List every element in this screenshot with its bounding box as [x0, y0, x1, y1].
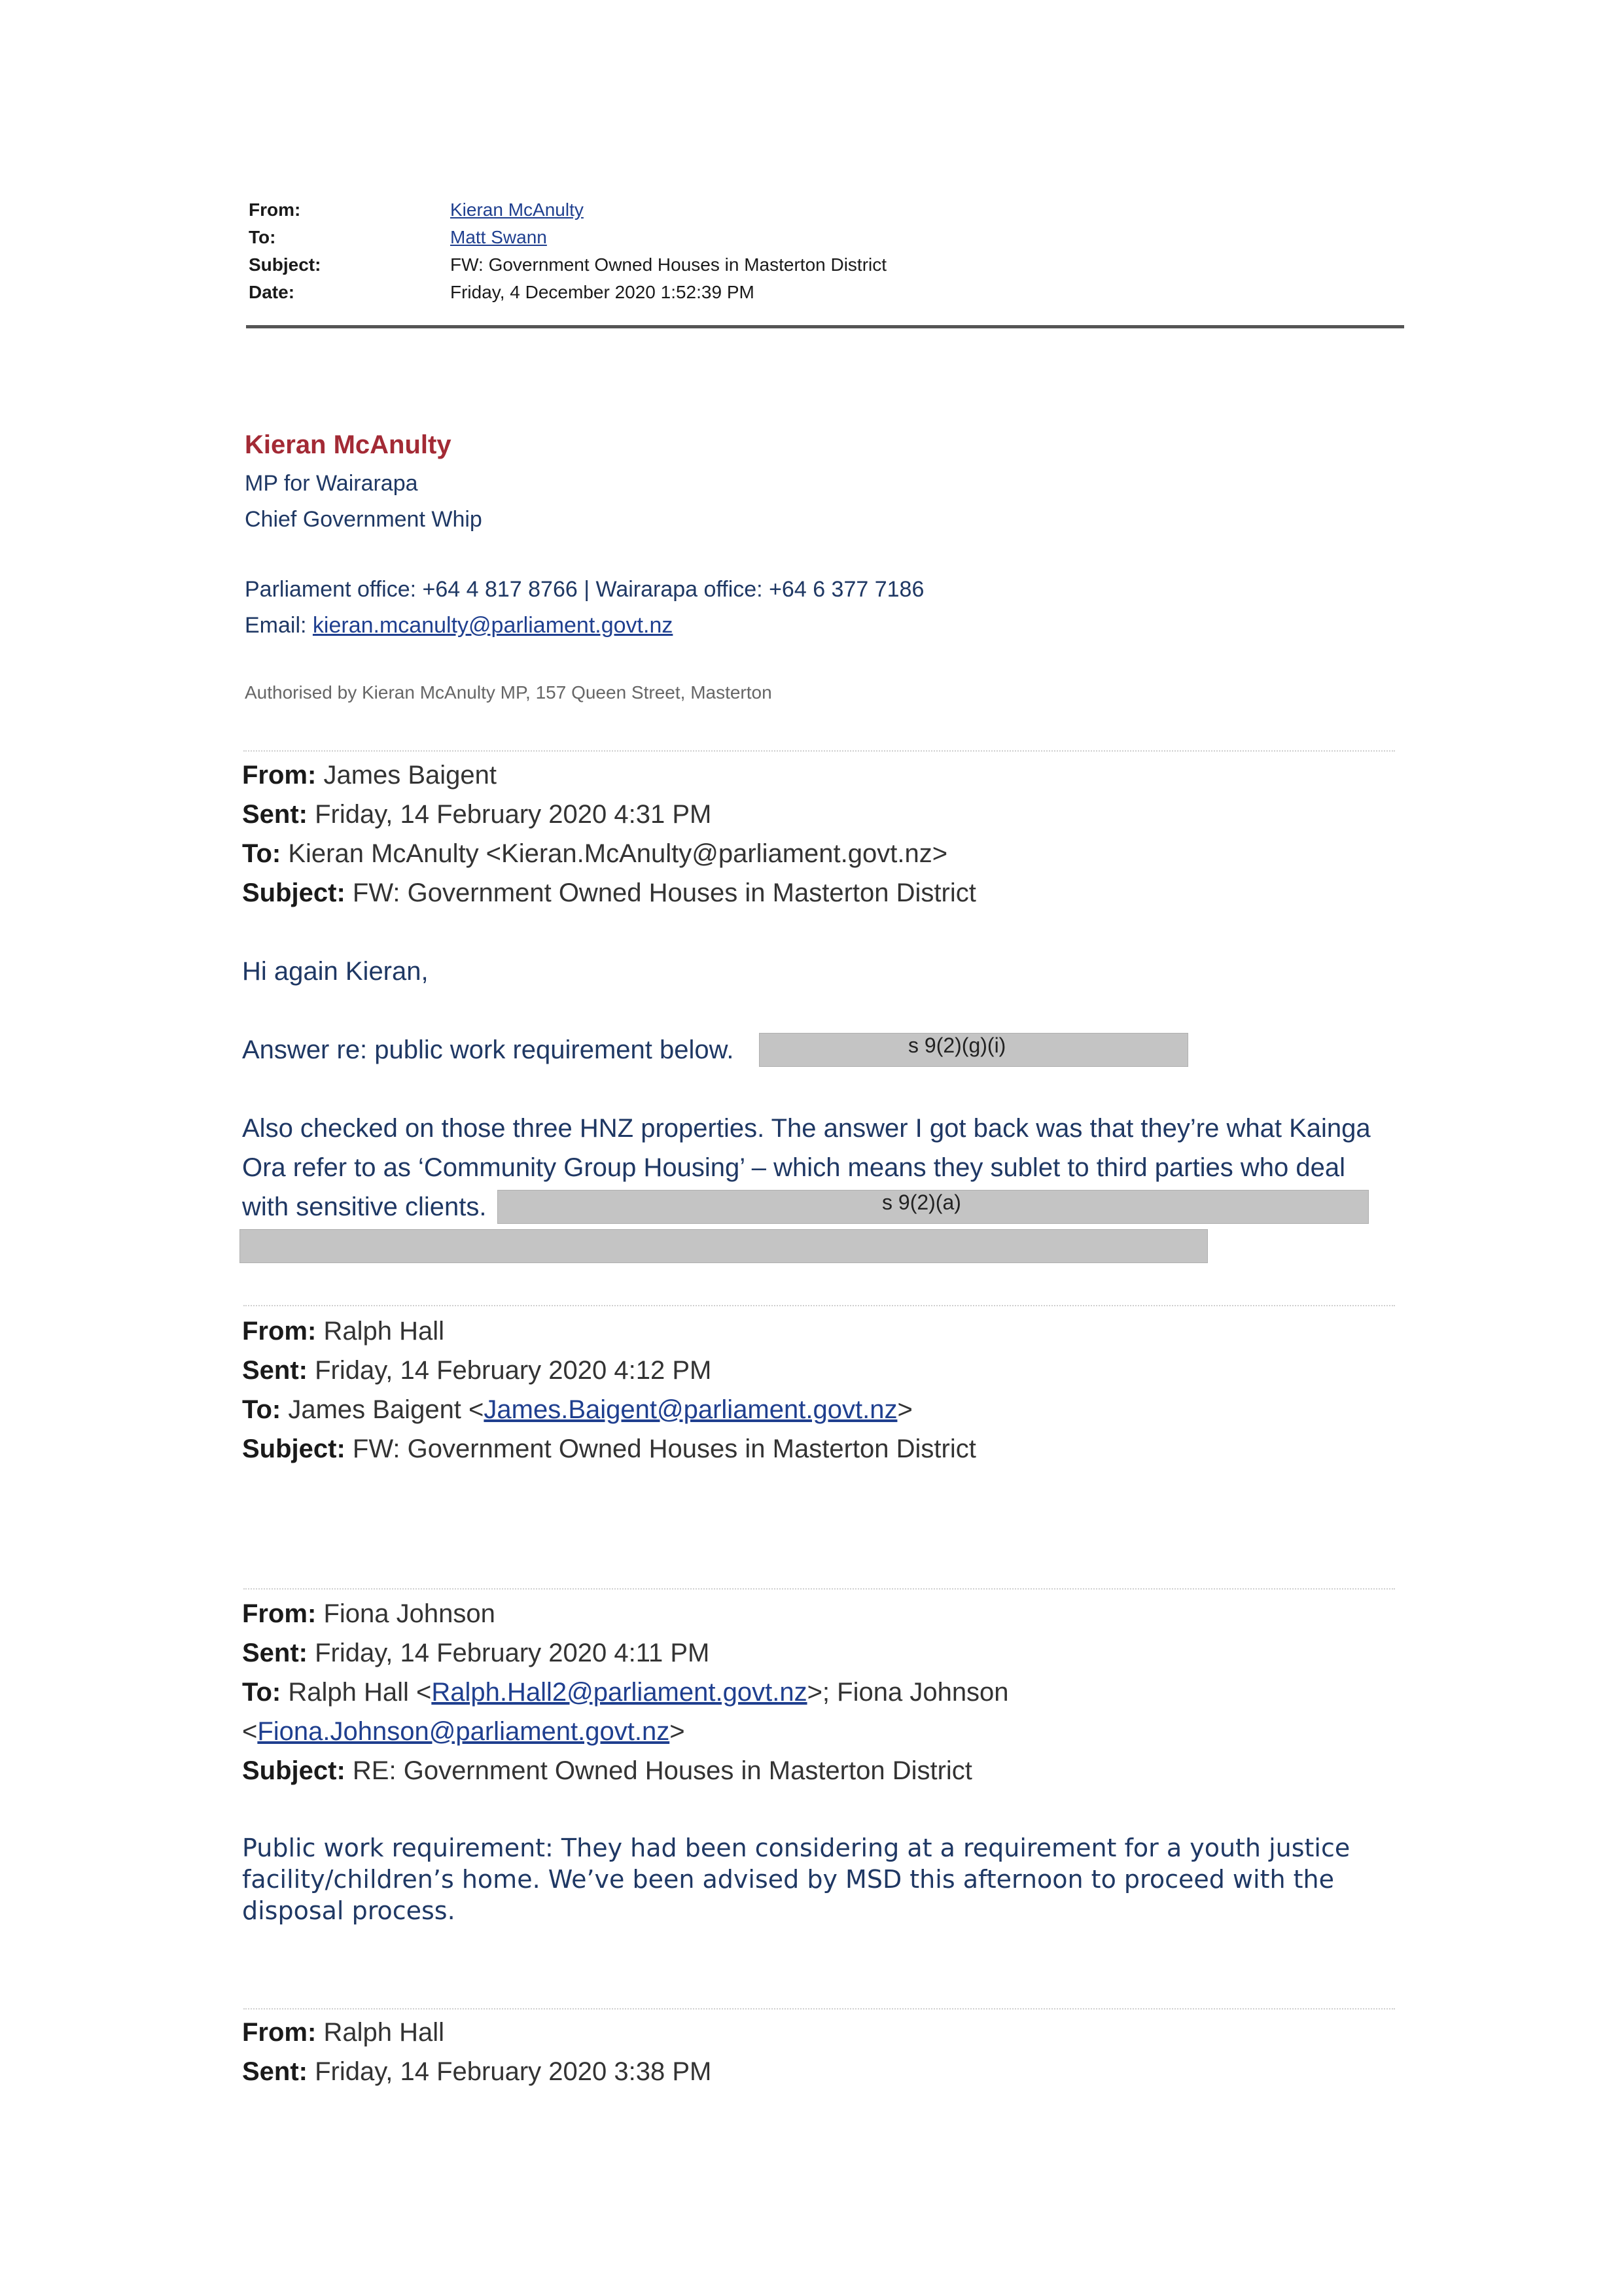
email1-para-line1: Also checked on those three HNZ properties. The answer I got back was that they’re what Kainga	[242, 1114, 1371, 1143]
email2-to-prefix: James Baigent <	[281, 1395, 484, 1424]
email3-sent-value: Friday, 14 February 2020 4:11 PM	[308, 1639, 710, 1667]
email3-to-label: To:	[242, 1678, 281, 1707]
email2-to-suffix: >	[897, 1395, 913, 1424]
email2-subject-label: Subject:	[242, 1435, 345, 1463]
signature-phones: Parliament office: +64 4 817 8766 | Wairarapa office: +64 6 377 7186	[245, 577, 925, 602]
signature-email-label: Email:	[245, 613, 313, 638]
separator-3	[243, 1588, 1395, 1590]
email4-from-value: Ralph Hall	[316, 2018, 444, 2047]
email1-answer: Answer re: public work requirement below.	[242, 1035, 734, 1064]
email3-subject-value: RE: Government Owned Houses in Masterton District	[345, 1756, 972, 1785]
email3-subject-label: Subject:	[242, 1756, 345, 1785]
email1-to	[242, 839, 947, 869]
email1-subject	[242, 878, 976, 908]
email2-sent-label: Sent:	[242, 1356, 308, 1385]
email3-to-line2	[242, 1717, 685, 1747]
email3-from-label: From:	[242, 1599, 317, 1628]
email3-sent-label: Sent:	[242, 1639, 308, 1667]
email1-greeting: Hi again Kieran,	[242, 957, 429, 986]
header-date-value: Friday, 4 December 2020 1:52:39 PM	[450, 282, 754, 302]
email3-to-email2-link[interactable]: Fiona.Johnson@parliament.govt.nz	[257, 1717, 670, 1746]
email2-from-value: Ralph Hall	[316, 1317, 444, 1346]
email3-to-line2-suffix: >	[669, 1717, 685, 1746]
redaction-box-3	[239, 1229, 1208, 1263]
separator-2	[243, 1305, 1395, 1306]
email3-body-line2: facility/children’s home. We’ve been advised by MSD this afternoon to proceed with the	[242, 1865, 1334, 1894]
email3-body-line1: Public work requirement: They had been considering at a requirement for a youth justice	[242, 1834, 1350, 1862]
signature-authorised: Authorised by Kieran McAnulty MP, 157 Queen Street, Masterton	[245, 682, 772, 703]
email3-to-line2-prefix: <	[242, 1717, 258, 1746]
header-subject-label: Subject:	[249, 254, 321, 275]
email4-sent-value: Friday, 14 February 2020 3:38 PM	[308, 2057, 712, 2086]
email4-sent	[242, 2057, 711, 2087]
email3-to-mid: >; Fiona Johnson	[807, 1678, 1009, 1707]
signature-name: Kieran McAnulty	[245, 430, 451, 459]
signature-role-1: MP for Wairarapa	[245, 471, 418, 496]
email1-subject-label: Subject:	[242, 878, 345, 907]
email4-from	[242, 2018, 444, 2047]
signature-email-link[interactable]: kieran.mcanulty@parliament.govt.nz	[312, 613, 673, 638]
email1-para-line3: with sensitive clients.	[242, 1192, 487, 1221]
email2-subject	[242, 1435, 976, 1464]
email1-from	[242, 761, 497, 790]
email2-sent	[242, 1356, 711, 1385]
email3-to	[242, 1678, 1009, 1707]
email2-subject-value: FW: Government Owned Houses in Masterton District	[345, 1435, 976, 1463]
separator-1	[243, 750, 1395, 752]
email1-sent-value: Friday, 14 February 2020 4:31 PM	[308, 800, 712, 829]
email2-from-label: From:	[242, 1317, 317, 1346]
signature-role-2: Chief Government Whip	[245, 507, 482, 532]
header-to-label: To:	[249, 227, 276, 247]
email1-sent-label: Sent:	[242, 800, 308, 829]
redaction-code-1: s 9(2)(g)(i)	[908, 1034, 1006, 1057]
email3-subject	[242, 1756, 972, 1786]
email4-from-label: From:	[242, 2018, 317, 2047]
header-subject-value: FW: Government Owned Houses in Masterton District	[450, 254, 887, 275]
email2-to-email-link[interactable]: James.Baigent@parliament.govt.nz	[484, 1395, 898, 1424]
email3-to-prefix: Ralph Hall <	[281, 1678, 432, 1707]
email3-to-email1-link[interactable]: Ralph.Hall2@parliament.govt.nz	[431, 1678, 807, 1707]
header-divider	[246, 325, 1404, 328]
header-date-label: Date:	[249, 282, 295, 302]
email2-from	[242, 1317, 444, 1346]
redaction-code-2: s 9(2)(a)	[882, 1191, 961, 1214]
email3-from	[242, 1599, 495, 1629]
email2-to-label: To:	[242, 1395, 281, 1424]
separator-4	[243, 2008, 1395, 2009]
email1-subject-value: FW: Government Owned Houses in Masterton District	[345, 878, 976, 907]
email1-sent	[242, 800, 711, 829]
email1-from-value: James Baigent	[316, 761, 497, 790]
header-to-link[interactable]: Matt Swann	[450, 227, 547, 247]
header-from-link[interactable]: Kieran McAnulty	[450, 200, 584, 220]
signature-email-row	[245, 613, 673, 638]
email3-from-value: Fiona Johnson	[316, 1599, 495, 1628]
header-from-label: From:	[249, 200, 301, 220]
email1-to-label: To:	[242, 839, 281, 868]
email4-sent-label: Sent:	[242, 2057, 308, 2086]
email3-body-line3: disposal process.	[242, 1896, 455, 1925]
email1-para-line2: Ora refer to as ‘Community Group Housing’ – which means they sublet to third parties who deal	[242, 1153, 1345, 1182]
email2-to	[242, 1395, 913, 1425]
email1-to-value: Kieran McAnulty <Kieran.McAnulty@parliament.govt.nz>	[281, 839, 948, 868]
email3-sent	[242, 1639, 709, 1668]
email1-from-label: From:	[242, 761, 317, 790]
email2-sent-value: Friday, 14 February 2020 4:12 PM	[308, 1356, 712, 1385]
